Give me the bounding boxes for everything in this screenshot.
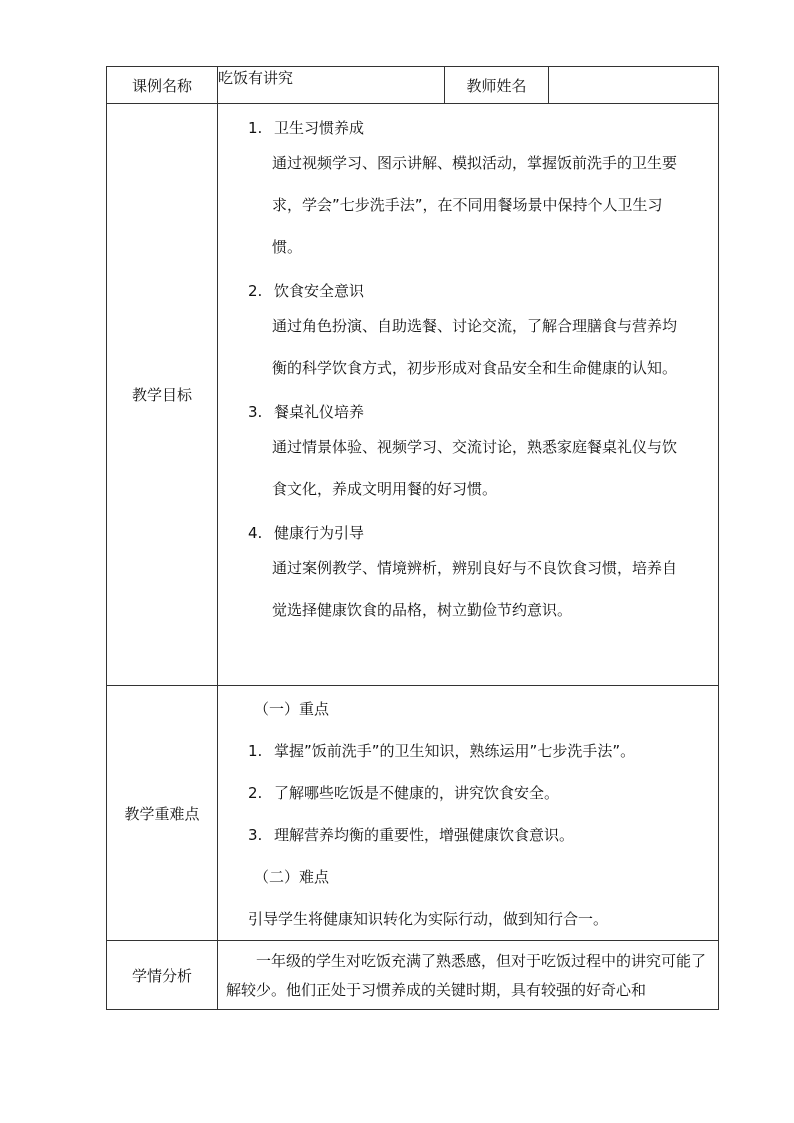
objective-description [218,142,718,268]
difficulty-text: 引导学生将健康知识转化为实际行动，做到知行合一。 [248,910,609,928]
focus-item-number: 1. [248,742,263,760]
objectives-row [107,104,719,686]
focus-list [218,730,718,856]
objective-description-line: 通过案例教学、情境辨析，辨别良好与不良饮食习惯，培养自 [272,559,678,577]
analysis-row [107,941,719,1010]
focus-item [218,814,718,856]
analysis-content [218,941,719,1010]
objectives-label: 教学目标 [107,104,218,686]
objective-title-text: 卫生习惯养成 [274,119,365,137]
objective-description [218,305,718,389]
objective-title [218,280,718,302]
focus-item-number: 3. [248,826,263,844]
objective-description-line: 觉选择健康饮食的品格，树立勤俭节约意识。 [272,601,573,619]
objective-title [218,522,718,544]
objective-description [218,426,718,510]
difficulty-heading: （二）难点 [254,868,330,886]
focus-item [218,772,718,814]
focus-heading: （一）重点 [254,700,330,718]
objective-description-line: 通过角色扮演、自助选餐、讨论交流，了解合理膳食与营养均 [272,317,678,335]
objective-title-text: 健康行为引导 [274,524,365,542]
objective-description-line: 衡的科学饮食方式，初步形成对食品安全和生命健康的认知。 [272,359,678,377]
objective-description-line: 惯。 [272,238,303,256]
teacher-name-value [549,67,719,104]
course-name-label: 课例名称 [107,67,218,104]
objective-number: 1. [248,119,263,137]
objective-description-line: 求，学会”七步洗手法”，在不同用餐场景中保持个人卫生习 [272,196,663,214]
key-points-label: 教学重难点 [107,686,218,941]
objective-number: 3. [248,403,263,421]
key-points-content [218,686,719,941]
objectives-list [218,117,718,631]
focus-item-text: 掌握”饭前洗手”的卫生知识，熟练运用”七步洗手法”。 [274,742,636,760]
objective-description [218,547,718,631]
objective-title-text: 餐桌礼仪培养 [274,403,365,421]
analysis-text: 一年级的学生对吃饭充满了熟悉感，但对于吃饭过程中的讲究可能了解较少。他们正处于习惯养成的关键时期，具有较强的好奇心和 [226,952,707,999]
objective-description-line: 通过视频学习、图示讲解、模拟活动，掌握饭前洗手的卫生要 [272,154,678,172]
objective-description-line: 食文化，养成文明用餐的好习惯。 [272,480,498,498]
course-name-value: 吃饭有讲究 [218,67,445,104]
focus-item-number: 2. [248,784,263,802]
objective-title [218,401,718,423]
lesson-plan-table [106,66,719,1010]
objective-number: 2. [248,282,263,300]
objective-description-line: 通过情景体验、视频学习、交流讨论，熟悉家庭餐桌礼仪与饮 [272,438,678,456]
objective-number: 4. [248,524,263,542]
focus-item-text: 理解营养均衡的重要性，增强健康饮食意识。 [274,826,575,844]
objectives-content [218,104,719,686]
focus-item [218,730,718,772]
focus-item-text: 了解哪些吃饭是不健康的，讲究饮食安全。 [274,784,560,802]
key-points-row [107,686,719,941]
objective-title [218,117,718,139]
header-row [107,67,719,104]
objective-title-text: 饮食安全意识 [274,282,365,300]
analysis-label: 学情分析 [107,941,218,1010]
teacher-name-label: 教师姓名 [445,67,549,104]
